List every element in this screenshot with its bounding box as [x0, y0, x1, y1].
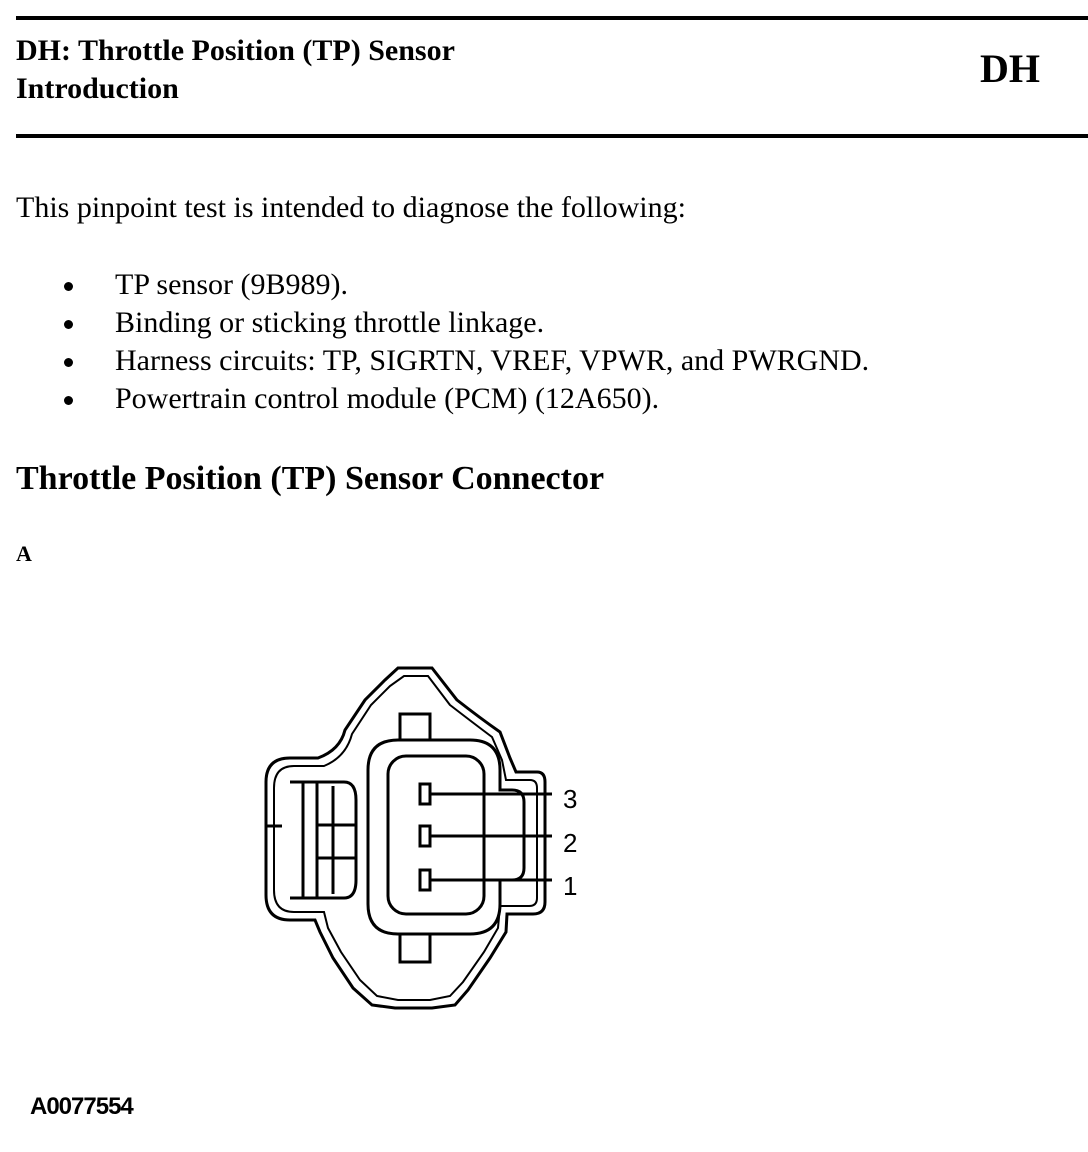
pin-label-3: 3	[563, 784, 578, 814]
list-item	[0, 380, 869, 418]
intro-text: This pinpoint test is intended to diagnose the following:	[16, 191, 686, 224]
page-title-line2: Introduction	[16, 72, 179, 105]
connector-inner-housing	[274, 676, 537, 1000]
pin-terminal-1	[420, 870, 430, 890]
list-item-text: Binding or sticking throttle linkage.	[115, 306, 545, 339]
connector-top-key	[400, 714, 430, 740]
list-item	[0, 304, 869, 342]
list-item-text: Powertrain control module (PCM) (12A650).	[115, 382, 660, 415]
page-title-line1: DH: Throttle Position (TP) Sensor	[16, 34, 455, 67]
bullet-icon	[64, 320, 73, 329]
list-item-text: TP sensor (9B989).	[115, 268, 349, 301]
header-bottom-rule	[16, 134, 1088, 138]
section-code: DH	[980, 46, 1040, 91]
connector-latch	[290, 782, 356, 898]
bullet-icon	[64, 396, 73, 405]
list-item-text: Harness circuits: TP, SIGRTN, VREF, VPWR, and PWRGND.	[115, 344, 870, 377]
page-title	[16, 32, 455, 108]
pin-label-1: 1	[563, 871, 578, 901]
pin-terminal-3	[420, 784, 430, 804]
figure-id: A0077554	[30, 1093, 133, 1120]
pin-terminal-2	[420, 826, 430, 846]
section-heading: Throttle Position (TP) Sensor Connector	[16, 460, 605, 497]
figure-label: A	[16, 541, 32, 566]
pin-label-2: 2	[563, 828, 578, 858]
list-item	[0, 342, 869, 380]
diagnosis-list	[0, 266, 869, 418]
bullet-icon	[64, 358, 73, 367]
connector-bottom-key	[400, 934, 430, 962]
connector-diagram	[240, 650, 600, 1030]
header-top-rule	[16, 16, 1088, 20]
bullet-icon	[64, 282, 73, 291]
list-item	[0, 266, 869, 304]
connector-outer-housing	[266, 668, 545, 1008]
